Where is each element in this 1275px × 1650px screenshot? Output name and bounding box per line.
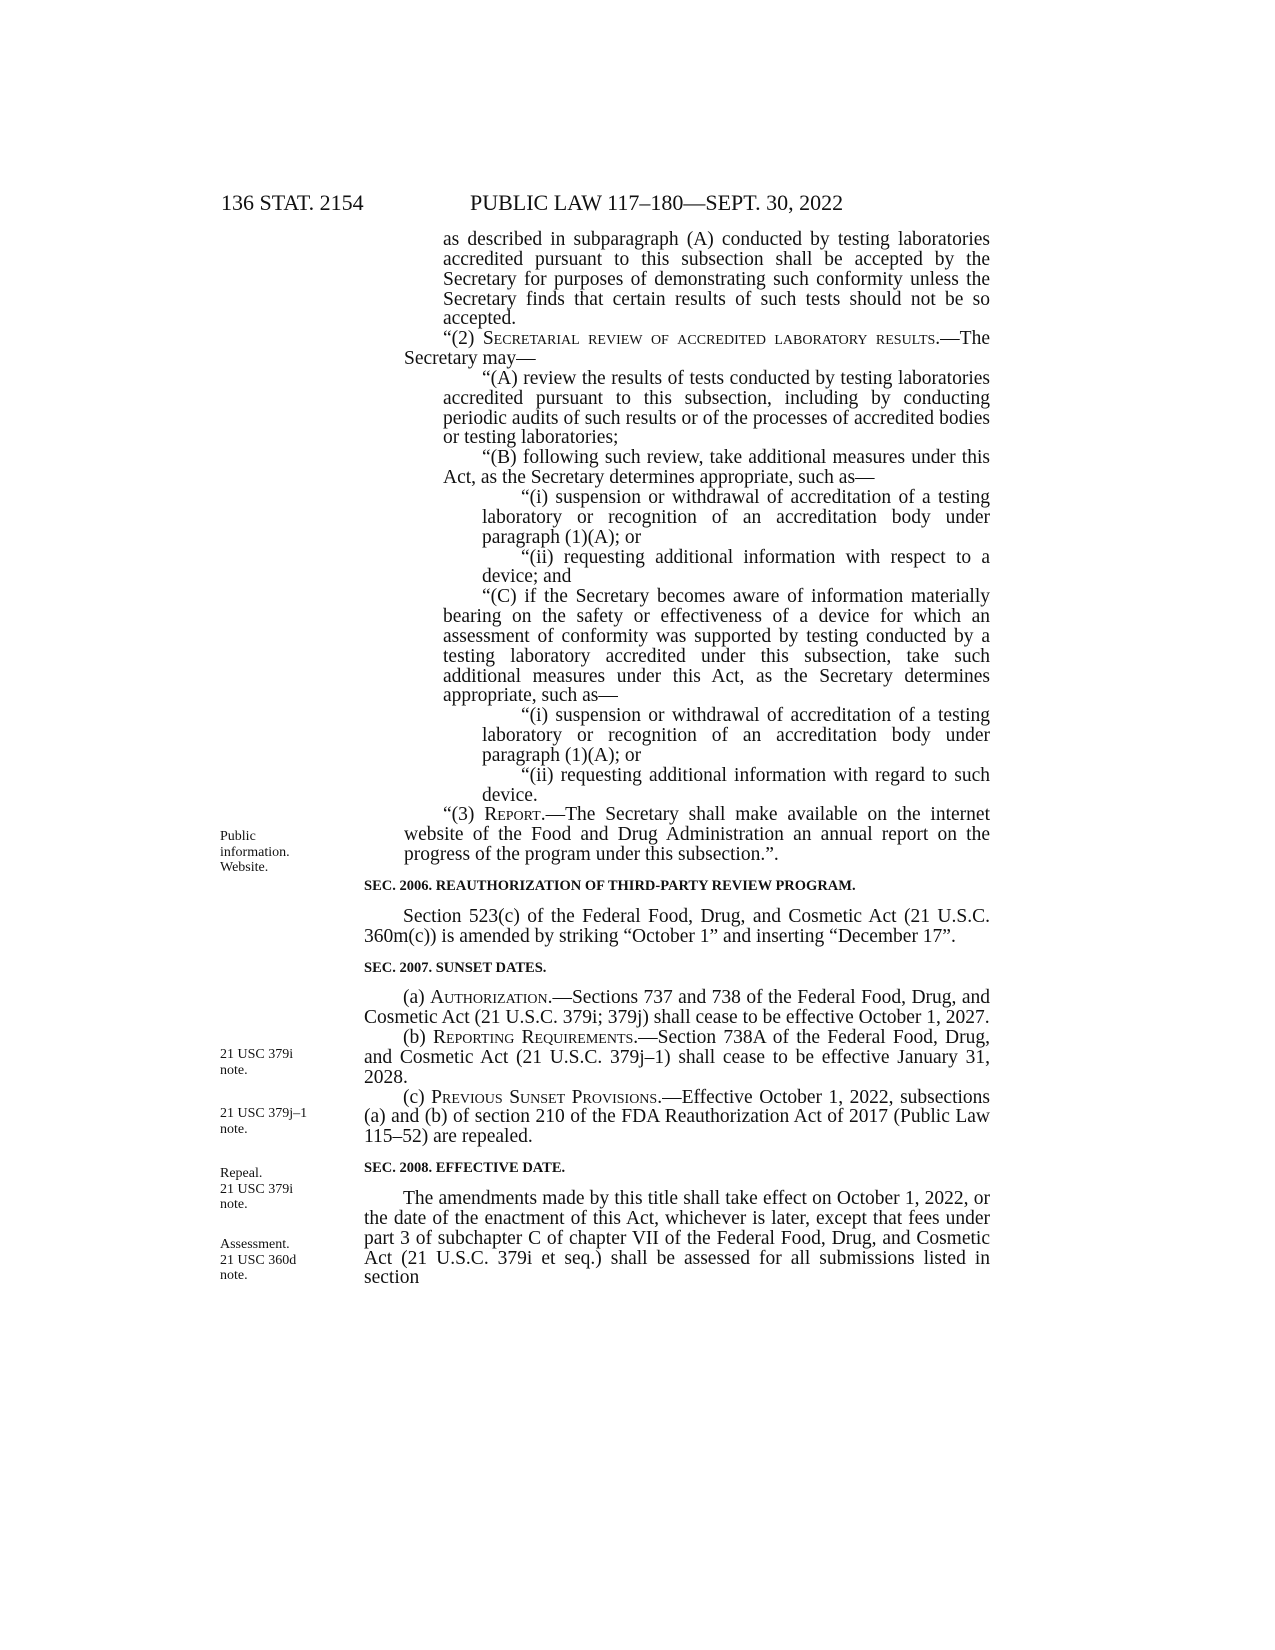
paragraph-2 (364, 329, 990, 369)
margin-note-line: 21 USC 360d (220, 1252, 297, 1268)
section-2007-b-text: —Section 738A of the Federal Food, Drug, and Cosmetic Act (21 U.S.C. 379j–1) shall cease to be effective January 31, 2028. (364, 1027, 990, 1088)
paragraph-3 (364, 805, 990, 865)
subparagraph-2c: “(C) if the Secretary becomes aware of information materially bearing on the safety or effectiveness of a device for which an assessment of conformity was supported by testing conducted by a testing laboratory accredited under this subsection, take such additional measures under this Act, as the Secretary determines appropriate, such as— (443, 586, 990, 707)
section-2007-b-number: (b) (403, 1027, 433, 1049)
margin-note-line: Repeal. (220, 1166, 263, 1181)
margin-note-line: 21 USC 379j–1 (220, 1106, 308, 1121)
paragraph-3-number: “(3) (443, 804, 485, 826)
margin-note-line: information. (220, 844, 290, 860)
clause-2c-i: “(i) suspension or withdrawal of accreditation of a testing laboratory or recognition of an accreditation body under paragraph (1)(A); or (482, 705, 990, 766)
running-head-title: PUBLIC LAW 117–180—SEPT. 30, 2022 (470, 190, 844, 215)
section-2007-a (364, 988, 990, 1028)
margin-note-repeal (220, 1166, 330, 1213)
page-reference: 136 STAT. 2154 (221, 190, 364, 215)
paragraph-2-number: “(2) (443, 328, 483, 350)
clause-2b-ii: “(ii) requesting additional information with respect to a device; and (482, 546, 990, 588)
paragraph-3-heading: Report. (484, 804, 546, 826)
section-2007-b (364, 1028, 990, 1088)
margin-note-line: Website. (220, 860, 269, 875)
section-2007-c-heading: Previous Sunset Provisions. (431, 1086, 663, 1108)
section-2007-a-heading: Authorization. (430, 987, 553, 1009)
paragraph-2-text: —The Secretary may— (404, 328, 990, 370)
margin-note-line: 21 USC 379i (220, 1181, 294, 1197)
clause-2c-ii: “(ii) requesting additional information with regard to such device. (482, 764, 990, 806)
statute-body (364, 230, 990, 1288)
section-2007-c-number: (c) (403, 1086, 432, 1108)
section-2007-a-text: —Sections 737 and 738 of the Federal Food, Drug, and Cosmetic Act (21 U.S.C. 379i; 379j) shall cease to be effective October 1, 2027. (364, 987, 990, 1029)
margin-note-line: note. (220, 1268, 248, 1283)
section-2008-text: The amendments made by this title shall take effect on October 1, 2022, or the date of the enactment of this Act, whichever is later, except that fees under part 3 of subchapter C of chapter VII of the Federal Food, Drug, and Cosmetic Act (21 U.S.C. 379i et seq.) shall be assessed for all submissions listed in section (364, 1187, 990, 1289)
margin-note-line: Assessment. (220, 1237, 290, 1252)
margin-note-line: 21 USC 379i (220, 1047, 294, 1062)
paragraph-2-heading: Secretarial review of accredited laboratory results. (482, 328, 941, 350)
margin-note-line: note. (220, 1121, 248, 1137)
margin-note-public-information (220, 829, 330, 876)
section-2007-a-number: (a) (403, 987, 431, 1009)
clause-2b-i: “(i) suspension or withdrawal of accreditation of a testing laboratory or recognition of an accreditation body under paragraph (1)(A); or (482, 486, 990, 548)
section-2007-c-text: —Effective October 1, 2022, subsections (a) and (b) of section 210 of the FDA Reauthorization Act of 2017 (Public Law 115–52) are repealed. (364, 1086, 990, 1148)
section-2007-c (364, 1088, 990, 1148)
margin-note-line: Public (220, 829, 256, 844)
section-2008-heading: SEC. 2008. EFFECTIVE DATE. (364, 1160, 566, 1177)
margin-note-21usc379i (220, 1047, 330, 1078)
paragraph-3-text: —The Secretary shall make available on the internet website of the Food and Drug Administration an annual report on the progress of the program under this subsection.”. (404, 804, 990, 866)
section-2007-heading: SEC. 2007. SUNSET DATES. (364, 959, 547, 976)
margin-note-line: note. (220, 1062, 248, 1078)
section-2006-text: Section 523(c) of the Federal Food, Drug, and Cosmetic Act (21 U.S.C. 360m(c)) is amended by striking “October 1” and inserting “December 17”. (364, 905, 990, 947)
section-2007-b-heading: Reporting Requirements. (432, 1027, 639, 1049)
subparagraph-2b: “(B) following such review, take additional measures under this Act, as the Secretary determines appropriate, such as— (443, 447, 990, 489)
section-2006-heading: SEC. 2006. REAUTHORIZATION OF THIRD-PARTY REVIEW PROGRAM. (364, 878, 856, 894)
continuation-paragraph: as described in subparagraph (A) conducted by testing laboratories accredited pursuant to this subsection shall be accepted by the Secretary for purposes of demonstrating such conformity unless the Secretary finds that certain results of such tests should not be so accepted. (443, 229, 990, 330)
margin-note-21usc379j-1 (220, 1106, 330, 1137)
subparagraph-2a: “(A) review the results of tests conducted by testing laboratories accredited pursuant to this subsection, including by conducting periodic audits of such results or of the processes of accredited bodies or testing laboratories; (443, 367, 990, 449)
margin-note-assessment (220, 1237, 330, 1284)
margin-note-line: note. (220, 1197, 248, 1212)
